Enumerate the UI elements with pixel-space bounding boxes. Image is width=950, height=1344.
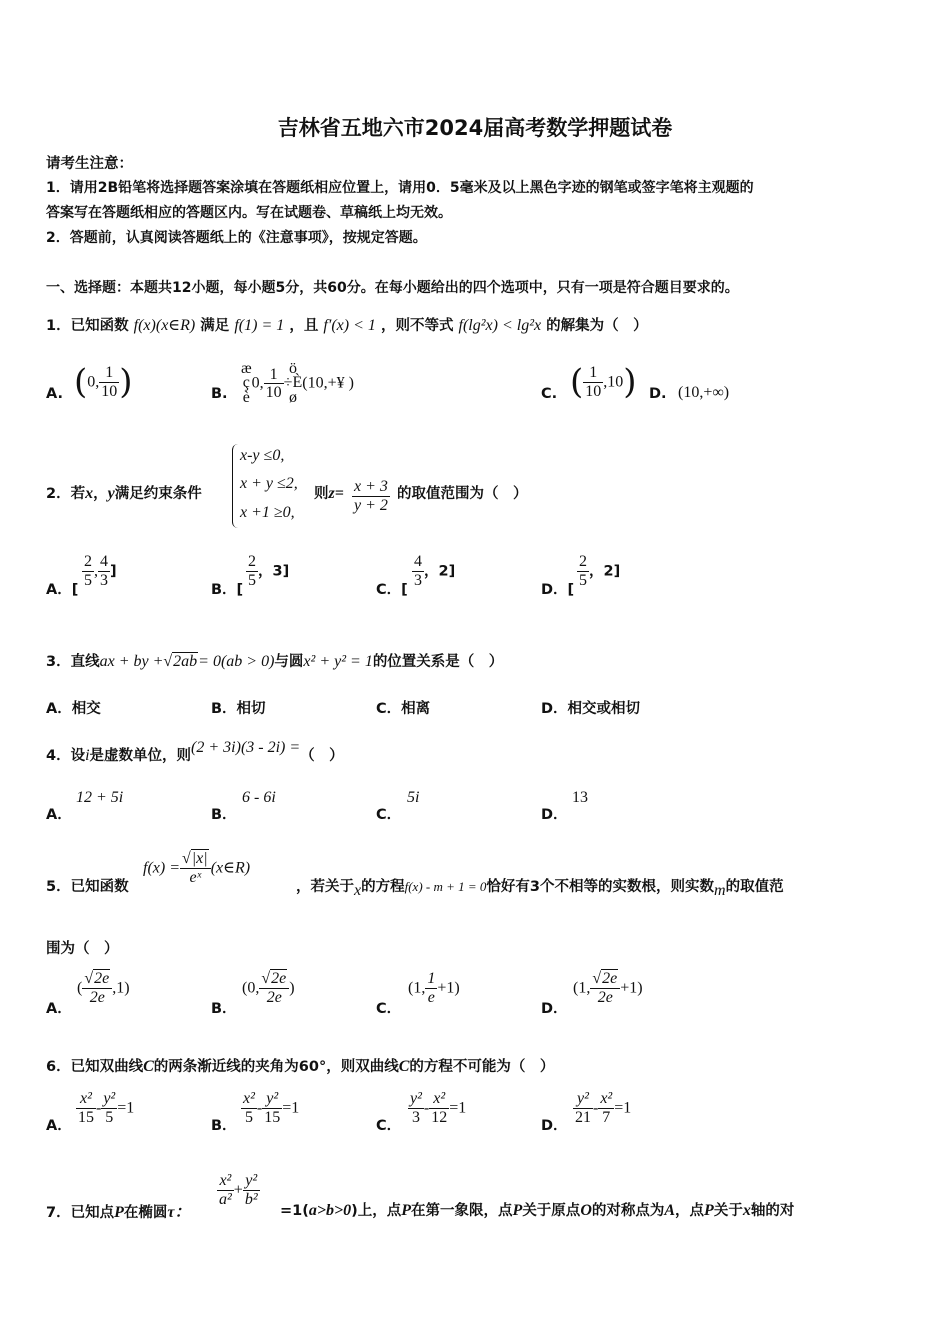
q5-f-num: |x| [191, 850, 208, 867]
q1-text-4: ，则不等式 [380, 318, 454, 334]
q2-var-y: y [107, 485, 115, 502]
q1-b-glyph-4: ö [288, 360, 297, 377]
q7-text-4: )上，点 [351, 1203, 402, 1219]
q6-a-n2: y² [103, 1090, 116, 1107]
q7-text-8: ，点 [675, 1203, 705, 1219]
q1-b-glyph-6: ø [288, 388, 297, 406]
q4-expr: (2 + 3i)(3 - 2i) = [191, 739, 301, 756]
q7-var-p-2: P [401, 1202, 412, 1219]
q5-f-left: f(x) = [143, 859, 180, 877]
notice-item-1a: 1．请用2B铅笔将选择题答案涂填在答题纸相应位置上，请用0．5毫米及以上黑色字迹的钢笔或签字笔将主观题的 [46, 180, 754, 196]
q5-d-num: 2e [602, 970, 618, 987]
q2-option-b-label[interactable]: B．[ [211, 582, 244, 598]
notice-heading: 请考生注意： [46, 156, 133, 172]
q2-constraint-3: x +1 ≥0, [240, 504, 295, 521]
q2-constraint-2: x + y ≤2, [240, 475, 298, 492]
q1-b-text: 0, [251, 374, 264, 392]
q7-text-6: 关于原点 [522, 1203, 581, 1219]
q6-a-d1: 15 [78, 1108, 94, 1126]
q6-option-a-label[interactable]: A． [46, 1118, 72, 1134]
q1-option-c-label[interactable]: C. [541, 386, 558, 402]
q2-constraint-1: x-y ≤0, [240, 447, 285, 464]
q7-n1: x² [217, 1172, 234, 1191]
q5-c-right: +1) [437, 979, 460, 997]
q2-c-num: 4 [414, 553, 422, 570]
q2-a-end: ] [110, 563, 117, 580]
q1-text-1: 1．已知函数 [46, 318, 129, 334]
q7-var-p-4: P [704, 1202, 714, 1219]
q4-option-d[interactable]: 13 [572, 789, 588, 806]
q6-d-n1: y² [573, 1090, 593, 1109]
q7-var-p: P [114, 1204, 124, 1221]
q2-option-c[interactable] [412, 553, 455, 589]
q1-option-d-label[interactable]: D. [649, 386, 667, 402]
q6-text-1: 6．已知双曲线 [46, 1059, 144, 1075]
q1-option-b[interactable] [241, 362, 354, 405]
q1-option-d[interactable]: (10,+∞) [678, 384, 730, 401]
q2-text-1: 2．若 [46, 486, 86, 502]
q2-objective [314, 482, 344, 503]
q7-text-1: 7．已知点 [46, 1205, 115, 1221]
q6-b-minus: - [256, 1099, 263, 1117]
q2-a-den-2: 3 [100, 571, 108, 589]
q1-a-text: 0, [87, 373, 100, 391]
q6-d-d1: 21 [575, 1108, 591, 1126]
q2-c-den: 3 [414, 571, 422, 589]
q2-a-den-1: 5 [84, 571, 92, 589]
q7-var-a: A [664, 1202, 676, 1219]
q3-text-2: 与圆 [274, 654, 304, 670]
q5-d-den: 2e [597, 988, 613, 1006]
q7-text-10: 轴的对 [750, 1203, 795, 1219]
q4-option-d-label[interactable]: D． [541, 807, 568, 823]
q2-option-a-label[interactable]: A．[ [46, 582, 79, 598]
question-2 [46, 482, 202, 503]
q6-text-3: 的方程不可能为（ ） [409, 1059, 555, 1075]
q2-option-d[interactable] [577, 553, 620, 589]
q1-cond-1: f(1) = 1 [234, 317, 285, 334]
q5-text-6: 围为（ ） [46, 941, 119, 957]
q2-d-end: ，2] [589, 563, 621, 580]
q6-option-d[interactable] [573, 1090, 631, 1126]
q5-text-5: 的取值范 [725, 879, 784, 895]
q6-option-b[interactable] [241, 1090, 299, 1126]
q7-var-p-3: P [512, 1202, 523, 1219]
q5-d-right: +1) [620, 979, 643, 997]
q5-option-c-label[interactable]: C． [376, 1001, 402, 1017]
q5-c-num: 1 [427, 970, 436, 987]
q5-a-den: 2e [89, 988, 105, 1006]
q4-option-c[interactable]: 5i [407, 789, 420, 806]
q6-c-n1: y² [410, 1090, 422, 1107]
q7-text-5: 在第一象限，点 [411, 1203, 513, 1219]
q7-d1: a² [219, 1190, 232, 1208]
q1-b-num: 1 [264, 366, 284, 385]
q2-var-x: x [85, 485, 94, 502]
q7-var-x: x [742, 1202, 751, 1219]
question-6 [46, 1055, 554, 1076]
q2-b-num: 2 [248, 553, 256, 570]
q3-option-c[interactable]: C．相离 [376, 701, 431, 717]
q5-option-d[interactable]: (1, $\frac{√2e}{2e}$ +1) [573, 970, 643, 1006]
q6-b-d1: 5 [244, 1108, 253, 1126]
q6-b-n1: x² [243, 1090, 255, 1107]
q6-option-d-label[interactable]: D． [541, 1118, 568, 1134]
q2-var-z: z= [328, 485, 344, 502]
q6-a-eq: =1 [117, 1099, 135, 1117]
q5-a-right: ,1) [112, 979, 130, 997]
q1-a-num: 1 [99, 364, 119, 383]
q6-var-c-2: C [398, 1058, 410, 1075]
q4-option-b[interactable]: 6 - 6i [242, 789, 276, 806]
q7-var-o: O [580, 1202, 592, 1219]
q5-a-left: ( [77, 979, 83, 997]
q2-b-den: 5 [248, 571, 256, 589]
q6-b-eq: =1 [282, 1099, 300, 1117]
q6-d-d2: 7 [602, 1108, 611, 1126]
q4-text-2: 是虚数单位，则 [89, 748, 192, 764]
q5-a-num: 2e [94, 970, 110, 987]
q6-option-c[interactable] [408, 1090, 466, 1126]
q7-text-9: 关于 [713, 1203, 743, 1219]
q5-option-d-label[interactable]: D． [541, 1001, 568, 1017]
q1-b-den: 10 [265, 384, 282, 402]
q6-c-n2: x² [429, 1090, 449, 1109]
q7-ellipse [217, 1172, 260, 1208]
q2-text-4: 的取值范围为（ ） [397, 486, 528, 502]
q5-c-left: (1, [408, 979, 426, 997]
notice-item-1b: 答案写在答题纸相应的答题区内。写在试题卷、草稿纸上均无效。 [46, 205, 452, 221]
q4-option-b-label[interactable]: B． [211, 807, 237, 823]
q3-option-b[interactable]: B．相切 [211, 701, 266, 717]
q3-line-sqrt: 2ab [173, 653, 198, 670]
question-1 [46, 314, 648, 335]
q6-a-d2: 5 [105, 1108, 114, 1126]
q1-text-5: 的解集为（ ） [546, 318, 648, 334]
q3-line-c: = 0(ab > 0) [198, 653, 275, 670]
q1-option-b-label[interactable]: B. [211, 386, 228, 402]
q4-text-1: 4．设 [46, 748, 86, 764]
q6-d-minus: - [593, 1099, 599, 1117]
q2-comma: ， [93, 486, 108, 502]
q2-frac-den: y + 2 [354, 496, 388, 514]
q6-c-d2: 12 [431, 1108, 448, 1126]
q2-option-d-label[interactable]: D．[ [541, 582, 575, 598]
q1-b-glyph-2: ç [242, 374, 250, 392]
q2-frac-num: x + 3 [354, 478, 388, 495]
question-3: 3．直线ax + by +√2ab= 0(ab > 0)与圆x² + y² = 1的位置关系是（ ） [46, 653, 504, 670]
q5-b-left: (0, [242, 979, 260, 997]
section-heading: 一、选择题：本题共12小题，每小题5分，共60分。在每小题给出的四个选项中，只有一项是符合题目要求的。 [46, 280, 739, 296]
q1-function: f(x)(x∈R) [133, 317, 196, 334]
q1-option-c[interactable]: ( $\frac{1}{10}$ ,10) [570, 362, 637, 402]
q1-text-3: ，且 [289, 318, 319, 334]
notice-item-2: 2．答题前，认真阅读答题纸上的《注意事项》，按规定答题。 [46, 230, 427, 246]
q1-b-glyph-1: æ [241, 360, 252, 377]
page-title: 吉林省五地六市2024届高考数学押题试卷 [277, 116, 673, 140]
q3-text-1: 3．直线 [46, 654, 100, 670]
q4-var-i: i [85, 747, 90, 764]
q5-b-den: 2e [266, 988, 282, 1006]
q4-option-c-label[interactable]: C． [376, 807, 402, 823]
q7-n2: y² [243, 1172, 260, 1191]
q5-option-a[interactable]: ( $\frac{√2e}{2e}$ ,1) [77, 970, 130, 1006]
q7-d2: b² [244, 1190, 258, 1208]
q2-option-b[interactable] [246, 553, 289, 589]
q1-a-den: 10 [101, 382, 118, 400]
q6-text-2: 的两条渐近线的夹角为60°，则双曲线 [153, 1059, 399, 1075]
q6-option-b-label[interactable]: B． [211, 1118, 237, 1134]
q5-f-den: eˣ [189, 868, 202, 886]
q7-cond: a>b>0 [308, 1202, 352, 1219]
q1-c-den: 10 [585, 382, 602, 400]
q1-c-num: 1 [583, 364, 603, 383]
q2-b-end: ，3] [258, 563, 290, 580]
q2-a-sep: , [94, 562, 98, 580]
q4-option-a[interactable]: 12 + 5i [76, 789, 124, 806]
q6-b-n2: y² [262, 1090, 282, 1109]
q2-option-a[interactable] [82, 553, 117, 589]
q1-b-glyph-5: ÷È [283, 374, 303, 392]
q4-text-3: （ ） [300, 748, 344, 764]
q1-b-glyph-3: è [242, 388, 250, 406]
q6-c-eq: =1 [449, 1099, 467, 1117]
q1-c-text: ,10 [603, 373, 624, 391]
q4-option-a-label[interactable]: A． [46, 807, 72, 823]
q2-system-brace [232, 444, 239, 528]
q5-var-x: x [354, 882, 362, 899]
q2-c-end: ，2] [424, 563, 456, 580]
q6-b-d2: 15 [264, 1108, 281, 1126]
q7-text-7: 的对称点为 [591, 1203, 665, 1219]
q7-rest [280, 1199, 794, 1220]
q5-text-4: 恰好有3个不相等的实数根，则实数 [486, 879, 715, 895]
q5-equation: f(x) - m + 1 = 0 [404, 879, 487, 894]
q7-text-2: 在椭圆 [123, 1205, 168, 1221]
q5-option-b[interactable]: (0, $\frac{√2e}{2e}$ ) [242, 970, 295, 1006]
q6-a-minus: - [96, 1099, 102, 1117]
q1-cond-2: f′(x) < 1 [323, 317, 376, 334]
q6-d-n2: x² [600, 1090, 613, 1107]
q5-b-right: ) [289, 979, 295, 997]
question-7-lead [46, 1199, 190, 1222]
q2-d-den: 5 [579, 571, 587, 589]
q2-a-num-1: 2 [84, 553, 92, 570]
q5-d-left: (1, [573, 979, 591, 997]
q5-b-num: 2e [271, 970, 287, 987]
q2-text-2: 满足约束条件 [114, 486, 202, 502]
q6-option-a[interactable] [76, 1090, 134, 1126]
q5-option-c[interactable] [408, 970, 460, 1006]
q1-text-2: 满足 [200, 318, 230, 334]
q5-c-den: e [427, 988, 435, 1006]
q2-option-c-label[interactable]: C．[ [376, 582, 408, 598]
q6-c-minus: - [423, 1099, 430, 1117]
question-5-lead: 5．已知函数 [46, 879, 129, 895]
q1-option-a[interactable]: (0, $\frac{1}{10}$ ) [74, 362, 133, 402]
q7-plus: + [233, 1181, 243, 1199]
q5-text-3: 的方程 [361, 879, 405, 895]
q5-rest [296, 875, 784, 899]
q7-text-3: =1( [280, 1203, 309, 1219]
q1-option-a-label[interactable]: A. [46, 386, 63, 402]
q3-option-d[interactable]: D．相交或相切 [541, 701, 641, 717]
q6-option-c-label[interactable]: C． [376, 1118, 402, 1134]
q5-function: f(x) = $\frac{√|x|}{\text{eˣ}}$ (x∈R) [143, 850, 251, 886]
q1-b-tail: (10,+¥ ) [302, 374, 354, 392]
q6-var-c: C [143, 1058, 154, 1075]
q2-text-3: 则 [314, 486, 329, 502]
question-4 [46, 739, 344, 765]
q5-f-right: (x∈R) [210, 859, 251, 877]
q1-inequality: f(lg²x) < lg²x [458, 317, 542, 334]
q3-line-a: ax + by + [99, 653, 164, 670]
q2-d-num: 2 [579, 553, 587, 570]
q6-c-d1: 3 [411, 1108, 420, 1126]
q5-option-a-label[interactable]: A． [46, 1001, 72, 1017]
q7-tau: τ： [167, 1204, 191, 1221]
q5-text-2: ，若关于 [296, 879, 354, 895]
q3-circle: x² + y² = 1 [303, 653, 373, 670]
q3-text-3: 的位置关系是（ ） [372, 654, 504, 670]
q2-fraction [352, 478, 390, 514]
q6-a-n1: x² [76, 1090, 96, 1109]
q2-a-num-2: 4 [100, 553, 108, 570]
q5-var-m: m [714, 882, 726, 899]
q5-option-b-label[interactable]: B． [211, 1001, 237, 1017]
q3-option-a[interactable]: A．相交 [46, 701, 101, 717]
q6-d-eq: =1 [614, 1099, 632, 1117]
